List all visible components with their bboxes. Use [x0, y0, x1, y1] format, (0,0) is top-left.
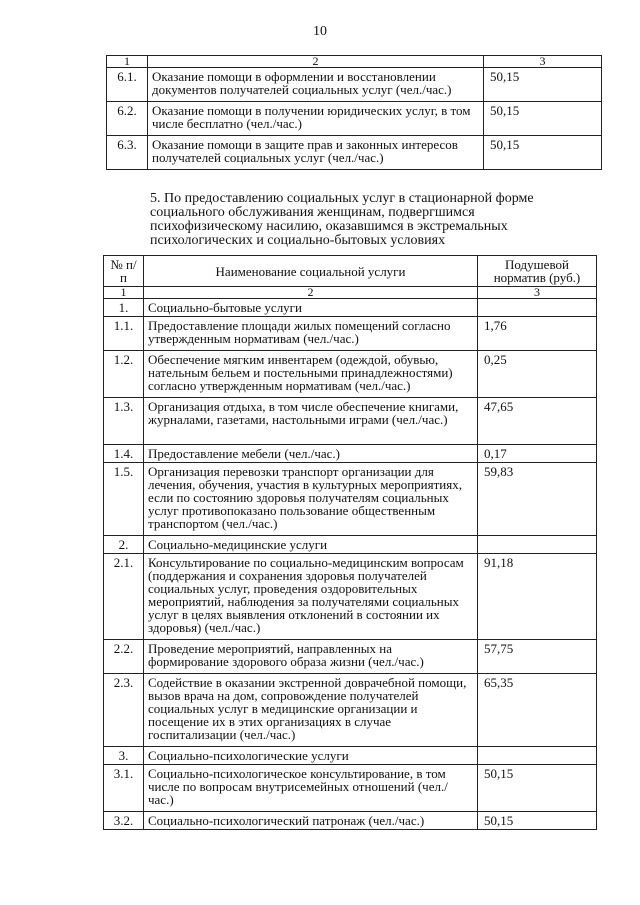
service-value: 50,15 [478, 765, 597, 812]
row-number: 6.2. [107, 102, 148, 136]
row-number: 1.5. [104, 463, 144, 536]
column-number: 1 [107, 56, 148, 68]
header-row [104, 256, 597, 287]
table-row [104, 351, 597, 398]
service-value: 59,83 [478, 463, 597, 536]
service-value: 57,75 [478, 640, 597, 674]
row-number: 2. [104, 536, 144, 554]
service-value [478, 747, 597, 765]
service-name: Организация отдыха, в том числе обеспечение книгами, журналами, газетами, настольными играми (чел./час.) [144, 398, 478, 445]
header-service-name: Наименование социальной услуги [144, 256, 478, 287]
column-number: 3 [478, 287, 597, 299]
section-5-title: 5. По предоставлению социальных услуг в стационарной форме социального обслуживания женщинам, подвергшимся психофизическому насилию, оказавшимся в экстремальных психологических и социально-бытовых условиях [150, 191, 534, 248]
column-number: 2 [148, 56, 484, 68]
service-value: 50,15 [484, 68, 602, 102]
row-number: 1.1. [104, 317, 144, 351]
table-row [104, 398, 597, 445]
service-value: 65,35 [478, 674, 597, 747]
service-value [478, 536, 597, 554]
table-row [107, 102, 602, 136]
table-row [104, 812, 597, 830]
table-row [104, 674, 597, 747]
row-number: 6.1. [107, 68, 148, 102]
row-number: 2.1. [104, 554, 144, 640]
table-row [107, 68, 602, 102]
table-row [104, 299, 597, 317]
column-number: 2 [144, 287, 478, 299]
column-numbers-row [107, 56, 602, 68]
service-name: Оказание помощи в защите прав и законных интересов получателей социальных услуг (чел./час.) [148, 136, 484, 170]
table-row [104, 445, 597, 463]
row-number: 1.3. [104, 398, 144, 445]
row-number: 3.1. [104, 765, 144, 812]
row-number: 2.3. [104, 674, 144, 747]
service-value: 1,76 [478, 317, 597, 351]
row-number: 6.3. [107, 136, 148, 170]
table-row [107, 136, 602, 170]
service-value: 0,17 [478, 445, 597, 463]
table-row [104, 536, 597, 554]
service-name: Социально-медицинские услуги [144, 536, 478, 554]
service-name: Содействие в оказании экстренной доврачебной помощи, вызов врача на дом, сопровождение получателей социальных услуг в медицинские организации и посещение их в этих организациях в случае госпитализации (чел./час.) [144, 674, 478, 747]
service-value: 50,15 [478, 812, 597, 830]
services-table [103, 255, 597, 830]
row-number: 1.4. [104, 445, 144, 463]
header-norm: Подушевой норматив (руб.) [478, 256, 597, 287]
table-row [104, 463, 597, 536]
service-value: 91,18 [478, 554, 597, 640]
table-row [104, 554, 597, 640]
row-number: 1.2. [104, 351, 144, 398]
service-value [478, 299, 597, 317]
header-number: № п/п [104, 256, 144, 287]
service-name: Социально-бытовые услуги [144, 299, 478, 317]
service-value: 0,25 [478, 351, 597, 398]
table-row [104, 640, 597, 674]
page-number: 10 [313, 24, 327, 39]
service-name: Оказание помощи в оформлении и восстановлении документов получателей социальных услуг (чел./час.) [148, 68, 484, 102]
service-value: 50,15 [484, 136, 602, 170]
row-number: 3.2. [104, 812, 144, 830]
row-number: 2.2. [104, 640, 144, 674]
row-number: 3. [104, 747, 144, 765]
service-name: Оказание помощи в получении юридических услуг, в том числе бесплатно (чел./час.) [148, 102, 484, 136]
service-name: Проведение мероприятий, направленных на формирование здорового образа жизни (чел./час.) [144, 640, 478, 674]
service-name: Консультирование по социально-медицинским вопросам (поддержания и сохранения здоровья получателей социальных услуг, проведения оздоровительных мероприятий, наблюдения за получателями социальных услуг в целях выявления отклонений в состоянии их здоровья) (чел./час.) [144, 554, 478, 640]
service-name: Социально-психологические услуги [144, 747, 478, 765]
column-numbers-row [104, 287, 597, 299]
services-table-continued [106, 55, 602, 170]
service-name: Социально-психологическое консультирование, в том числе по вопросам внутрисемейных отношений (чел./час.) [144, 765, 478, 812]
service-value: 47,65 [478, 398, 597, 445]
table-row [104, 317, 597, 351]
service-name: Обеспечение мягким инвентарем (одеждой, обувью, нательным бельем и постельными принадлежностями) согласно утвержденным нормативам (чел./час.) [144, 351, 478, 398]
column-number: 1 [104, 287, 144, 299]
table-row [104, 747, 597, 765]
service-value: 50,15 [484, 102, 602, 136]
column-number: 3 [484, 56, 602, 68]
service-name: Социально-психологический патронаж (чел./час.) [144, 812, 478, 830]
service-name: Предоставление площади жилых помещений согласно утвержденным нормативам (чел./час.) [144, 317, 478, 351]
table-row [104, 765, 597, 812]
row-number: 1. [104, 299, 144, 317]
service-name: Организация перевозки транспорт организации для лечения, обучения, участия в культурных мероприятиях, если по состоянию здоровья получателям социальных услуг противопоказано пользование общественным транспортом (чел./час.) [144, 463, 478, 536]
service-name: Предоставление мебели (чел./час.) [144, 445, 478, 463]
